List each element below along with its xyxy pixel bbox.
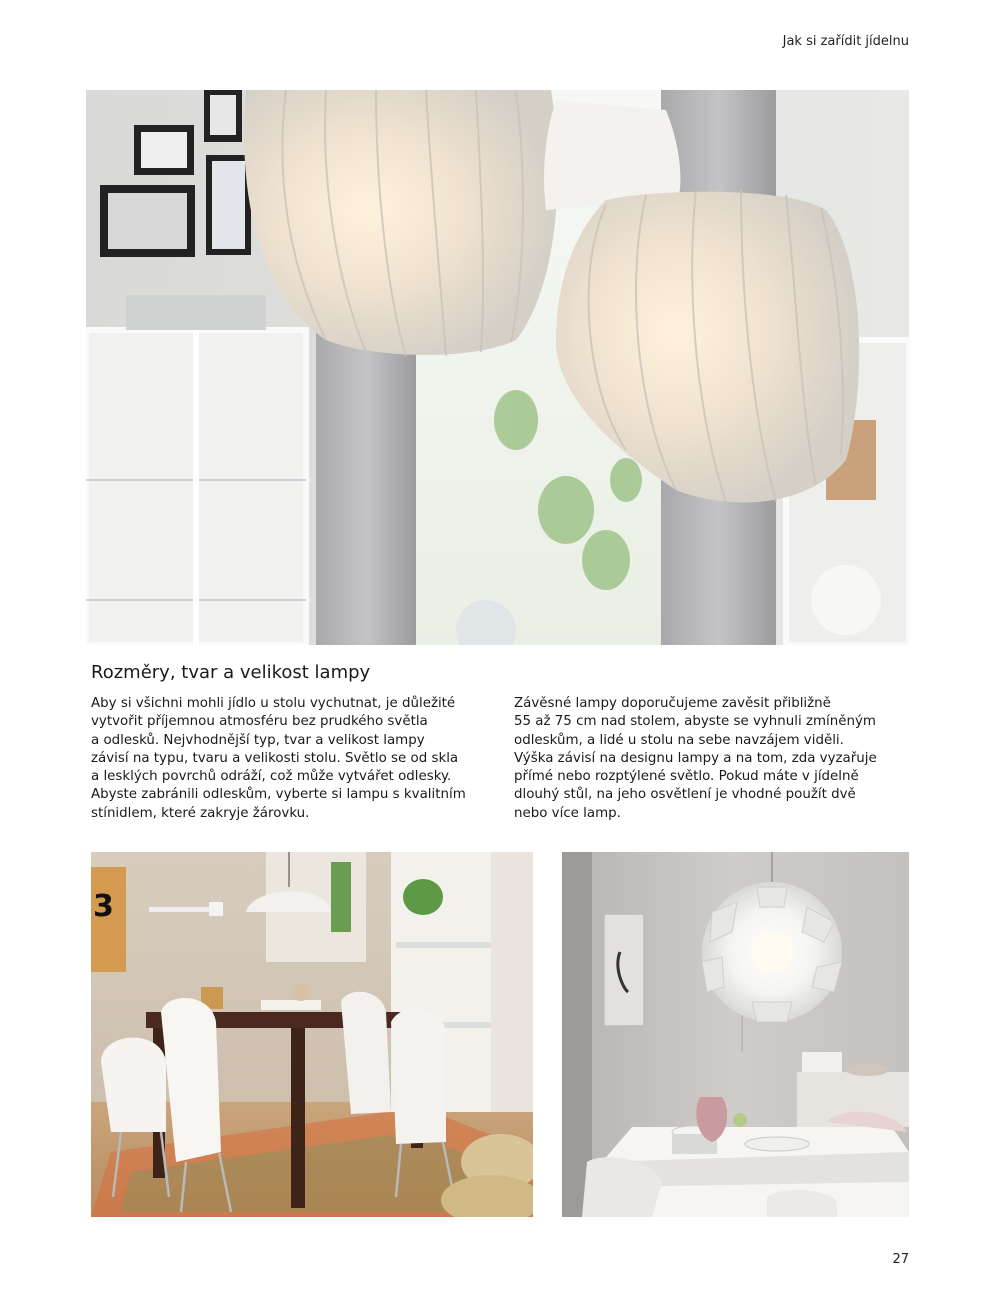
- body-text-left-column: [91, 695, 491, 823]
- pendant-lamps-icon: [86, 90, 909, 645]
- text-line: a odlesků. Nejvhodnější typ, tvar a velikost lampy: [91, 732, 425, 748]
- text-line: Aby si všichni mohli jídlo u stolu vychutnat, je důležité: [91, 696, 456, 711]
- text-line: nebo více lamp.: [514, 805, 621, 821]
- text-line: Závěsné lampy doporučujeme zavěsit přibližně: [514, 696, 831, 711]
- text-line: dlouhý stůl, na jeho osvětlení je vhodné použít dvě: [514, 787, 856, 803]
- page-number: 27: [892, 1252, 909, 1267]
- text-line: odleskům, a lidé u stolu na sebe navzájem viděli.: [514, 732, 844, 748]
- sphere-pendant-lamp-photo: [562, 852, 909, 1217]
- hero-pendant-lamps-photo: [86, 90, 909, 645]
- pendant-sphere-lamp-icon: [562, 852, 909, 1217]
- text-line: závisí na typu, tvaru a velikosti stolu. Světlo se od skla: [91, 750, 459, 766]
- text-line: vytvořit příjemnou atmosféru bez prudkého světla: [91, 714, 428, 730]
- dining-table-photo: [91, 852, 533, 1217]
- text-line: a lesklých povrchů odráží, což může vytvářet odlesky.: [91, 769, 452, 785]
- dining-table-icon: [91, 852, 533, 1217]
- text-line: stínidlem, které zakryje žárovku.: [91, 805, 310, 821]
- section-heading: Rozměry, tvar a velikost lampy: [91, 662, 371, 683]
- text-line: přímé nebo rozptýlené světlo. Pokud máte v jídelně: [514, 769, 859, 785]
- page-header-title: Jak si zařídit jídelnu: [782, 34, 909, 49]
- text-line: Abyste zabránili odleskům, vyberte si lampu s kvalitním: [91, 787, 466, 803]
- text-line: Výška závisí na designu lampy a na tom, zda vyzařuje: [514, 750, 877, 766]
- poster-number: 3: [93, 889, 114, 924]
- body-text-right-column: [514, 695, 914, 823]
- text-line: 55 až 75 cm nad stolem, abyste se vyhnuli zmíněným: [514, 714, 876, 730]
